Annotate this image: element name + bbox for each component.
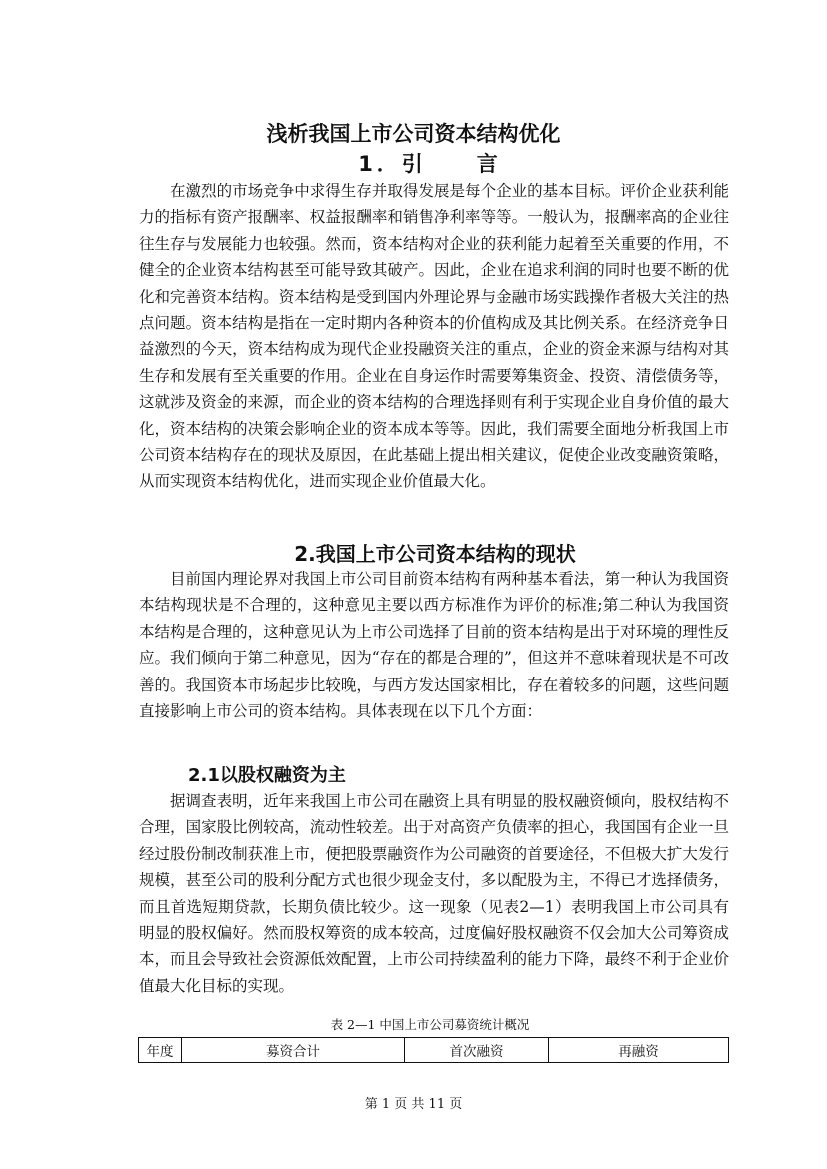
page-footer: 第 1 页 共 11 页: [364, 1097, 463, 1112]
paragraph-introduction: 在激烈的市场竞争中求得生存并取得发展是每个企业的基本目标。评价企业获利能力的指标有资产报酬率、权益报酬率和销售净利率等等。一般认为，报酬率高的企业往往生存与发展能力也较强。然而，资本结构对企业的获利能力起着至关重要的作用，不健全的企业资本结构甚至可能导致其破产。因此，企业在追求利润的同时也要不断的优化和完善资本结构。资本结构是受到国内外理论界与金融市场实践操作者极大关注的热点问题。资本结构是指在一定时期内各种资本的价值构成及其比例关系。在经济竞争日益激烈的今天，资本结构成为现代企业投融资关注的重点，企业的资金来源与结构对其生存和发展有至关重要的作用。企业在自身运作时需要筹集资金、投资、清偿债务等，这就涉及资金的来源，而企业的资本结构的合理选择则有利于实现企业自身价值的最大化，资本结构的决策会影响企业的资本成本等等。因此，我们需要全面地分析我国上市公司资本结构存在的现状及原因，在此基础上提出相关建议，促使企业改变融资策略，从而实现资本结构优化，进而实现企业价值最大化。: [139, 182, 729, 491]
table-header-cell: 募资合计: [182, 1038, 405, 1063]
section-heading-introduction: 1．引 言: [358, 152, 502, 176]
table-header-cell: 再融资: [549, 1038, 729, 1063]
subsection-heading-equity-financing: 2.1以股权融资为主: [188, 765, 346, 786]
paragraph-current-status: 目前国内理论界对我国上市公司目前资本结构有两种基本看法，第一种认为我国资本结构现状是不合理的，这种意见主要以西方标准作为评价的标准;第二种认为我国资本结构是合理的，这种意见认为上市公司选择了目前的资本结构是出于对环境的理性反应。我们倾向于第二种意见，因为“存在的都是合理的”，但这并不意味着现状是不可改善的。我国资本市场起步比较晚，与西方发达国家相比，存在着较多的问题，这些问题直接影响上市公司的资本结构。具体表现在以下几个方面：: [139, 570, 729, 721]
table-header-cell: 年度: [139, 1038, 182, 1063]
fundraising-table: [138, 1037, 729, 1063]
document-title: 浅析我国上市公司资本结构优化: [266, 122, 561, 146]
paragraph-equity-financing: 据调查表明，近年来我国上市公司在融资上具有明显的股权融资倾向，股权结构不合理，国家股比例较高，流动性较差。出于对高资产负债率的担心，我国国有企业一旦经过股份制改制获准上市，便把股票融资作为公司融资的首要途径，不但极大扩大发行规模，甚至公司的股利分配方式也很少现金支付，多以配股为主，不得已才选择债务，而且首选短期贷款，长期负债比较少。这一现象（见表2—1）表明我国上市公司具有明显的股权偏好。然而股权筹资的成本较高，过度偏好股权融资不仅会加大公司筹资成本，而且会导致社会资源低效配置，上市公司持续盈利的能力下降，最终不利于企业价值最大化目标的实现。: [139, 792, 729, 995]
table-header-row: [139, 1038, 729, 1063]
section-heading-current-status: 2.我国上市公司资本结构的现状: [294, 542, 576, 566]
table-header-cell: 首次融资: [405, 1038, 549, 1063]
table-caption: 表 2—1 中国上市公司募资统计概况: [330, 1017, 530, 1032]
